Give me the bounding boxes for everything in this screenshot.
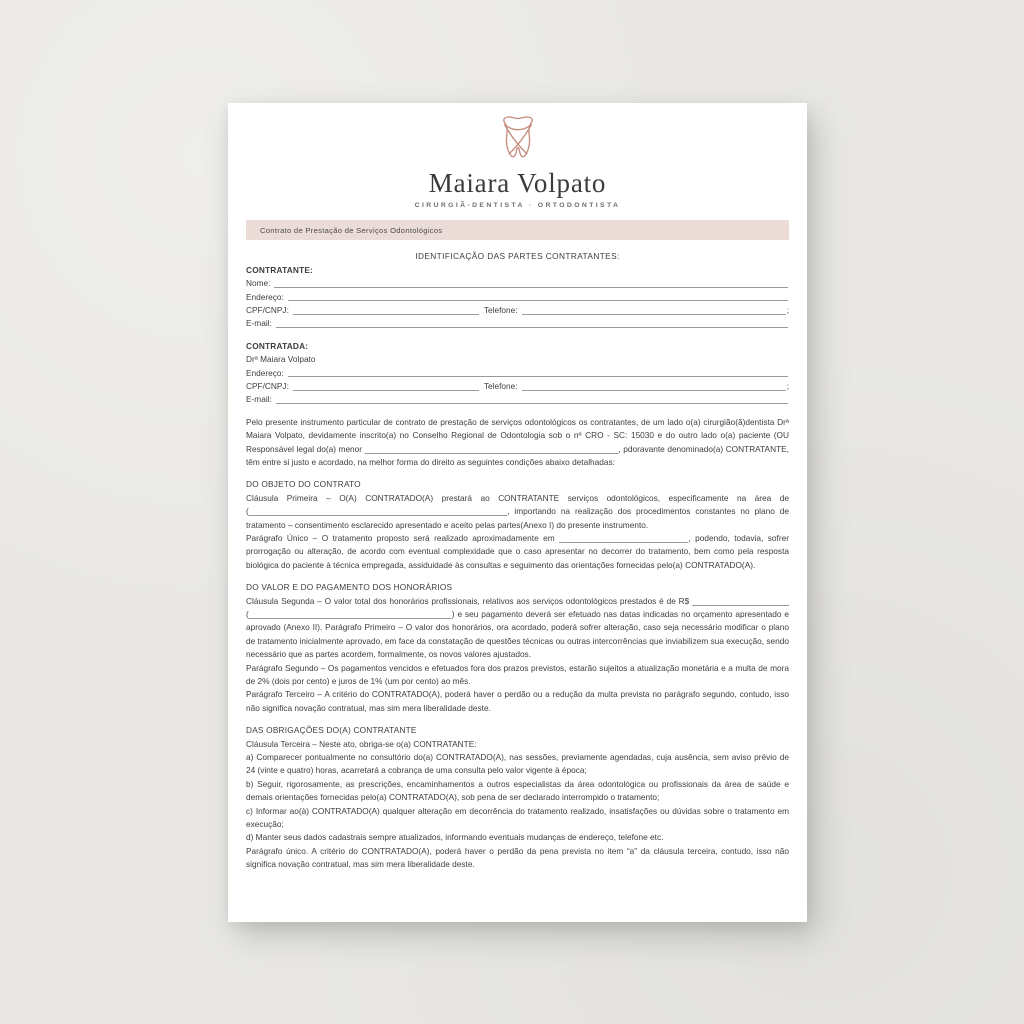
field-blank-line — [522, 390, 786, 391]
form-field-row — [246, 380, 789, 393]
brand-name: Maiara Volpato — [428, 168, 607, 198]
section-title: IDENTIFICAÇÃO DAS PARTES CONTRATANTES: — [415, 251, 620, 262]
block-spacer — [246, 469, 789, 478]
party-label: CONTRATANTE: — [246, 264, 314, 275]
paragraph: Parágrafo Segundo – Os pagamentos vencidos e efetuados fora dos prazos previstos, estarão sujeitos a atualização monetária e a multa de mora de 2% (dois por cento) e juros de 1% (um por cento) ao mês. — [246, 662, 789, 687]
page-content — [228, 103, 807, 922]
field-label: CPF/CNPJ: — [246, 380, 289, 391]
brand-logo — [246, 113, 789, 168]
party-value: Drª Maiara Volpato — [246, 354, 316, 365]
field-label: E-mail: — [246, 394, 272, 405]
field-blank-line — [276, 403, 788, 404]
field-label: Telefone: — [483, 380, 518, 391]
contract-page — [228, 103, 807, 922]
paragraph: Parágrafo Terceiro – A critério do CONTRATADO(A), poderá haver o perdão ou a redução da multa prevista no parágrafo segundo, contudo, isso não significa novação contratual, mas sim mera liberalidade deste. — [246, 689, 789, 713]
field-label: Nome: — [246, 278, 271, 289]
block-spacer — [246, 407, 789, 416]
block-spacer — [246, 715, 789, 724]
field-blank-line — [288, 376, 788, 377]
section-heading: DO OBJETO DO CONTRATO — [246, 479, 361, 490]
paragraph: Cláusula Primeira – O(A) CONTRATADO(A) prestará ao CONTRATANTE serviços odontológicos, especificamente na área de (________________________________________________________, importando na realização dos procedimentos constantes no plano de tratamento – consentimento esclarecido apresentado e aceito pelas partes(Anexo I) do presente instrumento. — [246, 492, 789, 530]
form-field-row — [246, 367, 789, 380]
paragraph: a) Comparecer pontualmente no consultório do(a) CONTRATADO(A), nas sessões, previamente agendadas, cuja ausência, sem aviso prévio de 24 (vinte e quatro) horas, acarretará a cobrança de uma consulta pelo valor vigente à época; — [246, 752, 789, 776]
paragraph: Parágrafo único. A critério do CONTRATADO(A), poderá haver o perdão da pena prevista no item “a” da cláusula terceira, contudo, isso não significa novação contratual, mas sim mera liberalidade deste. — [246, 845, 789, 870]
section-heading: DAS OBRIGAÇÕES DO(A) CONTRATANTE — [246, 725, 417, 736]
paragraph: Pelo presente instrumento particular de contrato de prestação de serviços odontológicos os contratantes, de um lado o(a) cirurgião(ã)dentista Drª Maiara Volpato, devidamente inscrito(a) no Conselho Regional de Odontologia sob o nº CRO - SC: 15030 e do outro lado o(a) paciente (OU Responsável legal do(a) menor _______________________________________________________, pdoravante denominado(a) CONTRATANTE, têm entre si justo e acordado, na melhor forma do direito as seguintes condições abaixo detalhadas: — [246, 416, 789, 467]
block-spacer — [246, 572, 789, 581]
field-suffix: ; — [786, 380, 789, 391]
field-blank-line — [288, 300, 788, 301]
field-suffix: ; — [786, 304, 789, 315]
field-label: Endereço: — [246, 291, 284, 302]
paragraph: Parágrafo Único – O tratamento proposto será realizado aproximadamente em ____________________________, podendo, todavia, sofrer prorrogação ou alteração, de acordo com eventual complexidade que o caso apresentar no decorrer do tratamento, bem como pela resposta biológica do paciente à técnica empregada, assiduidade às consultas e seguimento das orientações fornecidas pelo(a) CONTRATADO(A). — [246, 532, 789, 570]
field-blank-line — [293, 390, 479, 391]
tooth-icon — [492, 113, 544, 163]
field-label: CPF/CNPJ: — [246, 304, 289, 315]
form-field-row — [246, 317, 789, 330]
block-spacer — [246, 331, 789, 340]
contract-title-banner: Contrato de Prestação de Serviços Odontológicos — [246, 220, 789, 240]
field-label: E-mail: — [246, 318, 272, 329]
paragraph: Cláusula Segunda – O valor total dos honorários profissionais, relativos aos serviços odontológicos prestados é de R$ _____________________ (____________________________________________) e seu pagamento deverá ser efetuado nas datas indicadas no orçamento apresentado e aprovado (Anexo II). Parágrafo Primeiro – O valor dos honorários, ora acordado, poderá sofrer alteração, caso seja necessário modificar o plano de tratamento inicialmente aprovado, em face da constatação de questões técnicas ou outras intercorrências que inviabilizem sua execução, sendo necessário que as partes acordem, formalmente, os novos valores ajustados. — [246, 595, 789, 660]
brand-subtitle: CIRURGIÃ-DENTISTA · ORTODONTISTA — [414, 202, 621, 210]
field-label: Telefone: — [483, 304, 518, 315]
field-blank-line — [276, 327, 788, 328]
field-label: Endereço: — [246, 367, 284, 378]
paragraph: b) Seguir, rigorosamente, as prescrições, encaminhamentos a outros especialistas da área odontológica ou profissionais da área de saúde e demais orientações fornecidas pelo(a) CONTRATADO(A), sob pena de ser declarado interrompido o tratamento; — [246, 778, 789, 803]
paragraph: d) Manter seus dados cadastrais sempre atualizados, informando eventuais mudanças de endereço, telefone etc. — [246, 832, 664, 843]
form-field-row — [246, 277, 789, 290]
document-body — [246, 250, 789, 871]
form-field-row — [246, 393, 789, 406]
party-label: CONTRATADA: — [246, 340, 309, 351]
paragraph: c) Informar ao(à) CONTRATADO(A) qualquer alteração em decorrência do tratamento realizado, insatisfações ou dúvidas sobre o tratamento em execução; — [246, 805, 789, 830]
field-blank-line — [293, 314, 479, 315]
form-field-row — [246, 304, 789, 317]
field-blank-line — [274, 287, 788, 288]
field-blank-line — [522, 314, 786, 315]
form-field-row — [246, 291, 789, 304]
section-heading: DO VALOR E DO PAGAMENTO DOS HONORÁRIOS — [246, 582, 453, 593]
paragraph: Cláusula Terceira – Neste ato, obriga-se o(a) CONTRATANTE: — [246, 738, 477, 749]
